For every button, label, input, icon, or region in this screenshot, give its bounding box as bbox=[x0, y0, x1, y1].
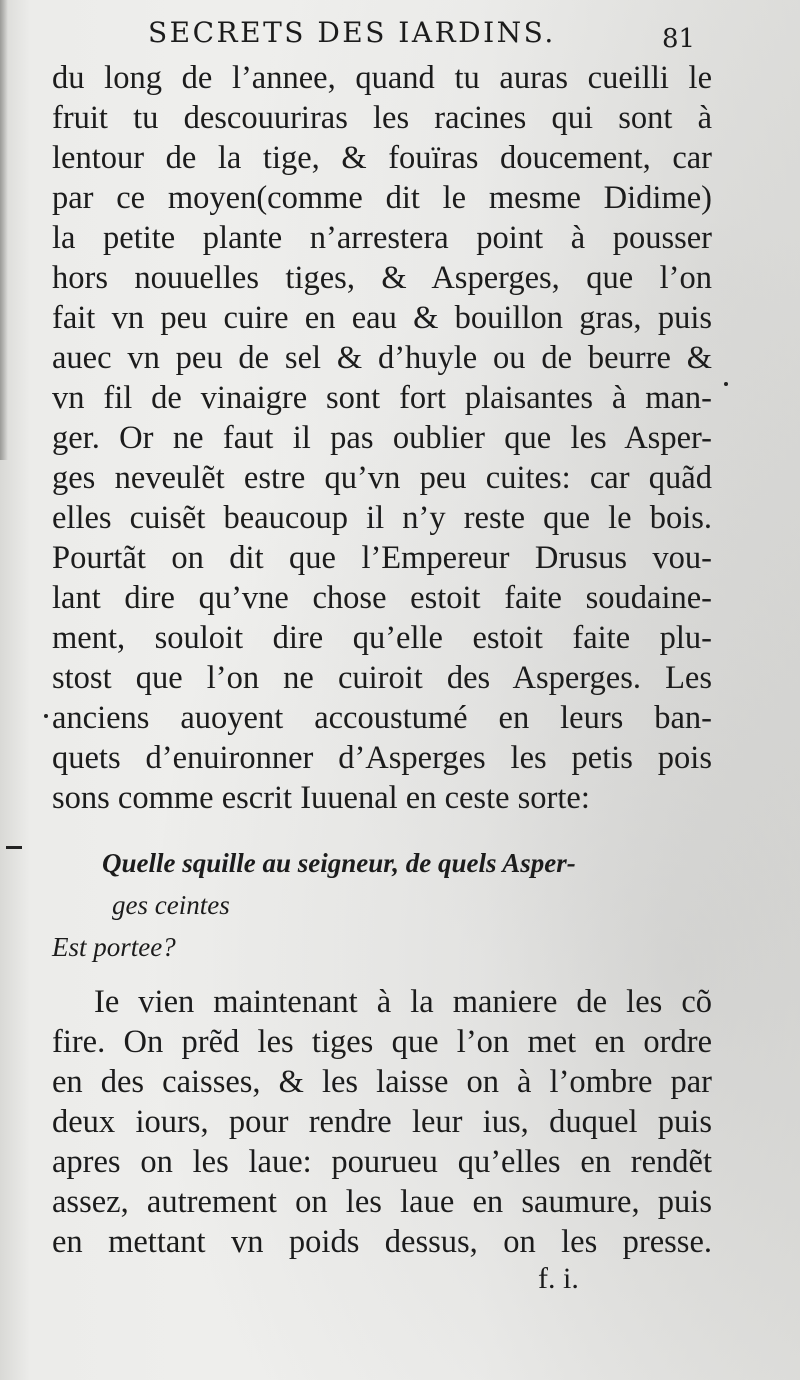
text-line: en des caisses, & les laisse on à l’ombre par bbox=[52, 1064, 712, 1100]
text-line: Pourtãt on dit que l’Empereur Drusus vou- bbox=[52, 540, 712, 576]
running-head: SECRETS DES IARDINS. bbox=[148, 16, 556, 49]
text-line: sons comme escrit Iuuenal en ceste sorte: bbox=[52, 780, 590, 816]
page-number: 81 bbox=[662, 24, 696, 54]
text-line: deux iours, pour rendre leur ius, duquel puis bbox=[52, 1104, 712, 1140]
margin-dot-mark bbox=[724, 382, 728, 386]
text-line: par ce moyen(comme dit le mesme Didime) bbox=[52, 180, 712, 216]
text-line: fait vn peu cuire en eau & bouillon gras, puis bbox=[52, 300, 712, 336]
text-line: fruit tu descouuriras les racines qui sont à bbox=[52, 100, 712, 136]
text-line: lant dire qu’vne chose estoit faite soudaine- bbox=[52, 580, 712, 616]
text-line: ger. Or ne faut il pas oublier que les Asper- bbox=[52, 420, 712, 456]
margin-dash-mark bbox=[6, 846, 22, 849]
main-text-block bbox=[52, 58, 712, 818]
verse-line: Est portee? bbox=[52, 932, 176, 962]
signature-mark: f. i. bbox=[538, 1262, 579, 1295]
text-line: ges neveulẽt estre qu’vn peu cuites: car quãd bbox=[52, 460, 712, 496]
text-line: fire. On prẽd les tiges que l’on met en ordre bbox=[52, 1024, 712, 1060]
text-line: anciens auoyent accoustumé en leurs ban- bbox=[52, 700, 712, 736]
text-line: elles cuisẽt beaucoup il n’y reste que le bois. bbox=[52, 500, 712, 536]
text-line: hors nouuelles tiges, & Asperges, que l’on bbox=[52, 260, 712, 296]
page-header bbox=[0, 12, 800, 52]
text-line: assez, autrement on les laue en saumure, puis bbox=[52, 1184, 712, 1220]
verse-line: ges ceintes bbox=[112, 890, 230, 920]
text-line: stost que l’on ne cuiroit des Asperges. Les bbox=[52, 660, 712, 696]
text-line: ment, souloit dire qu’elle estoit faite plu- bbox=[52, 620, 712, 656]
text-line: quets d’enuironner d’Asperges les petis pois bbox=[52, 740, 712, 776]
verse-line: Quelle squille au seigneur, de quels Asper- bbox=[102, 848, 576, 878]
verse-quotation bbox=[52, 842, 712, 968]
text-line: la petite plante n’arrestera point à pousser bbox=[52, 220, 712, 256]
text-line: en mettant vn poids dessus, on les presse. bbox=[52, 1224, 712, 1260]
text-line: apres on les laue: pourueu qu’elles en rendẽt bbox=[52, 1144, 712, 1180]
gutter-shadow bbox=[0, 0, 8, 460]
text-line: du long de l’annee, quand tu auras cueilli le bbox=[52, 60, 712, 96]
text-line: Ie vien maintenant à la maniere de les cõ bbox=[94, 984, 712, 1020]
text-line: auec vn peu de sel & d’huyle ou de beurre & bbox=[52, 340, 712, 376]
margin-dot-mark bbox=[44, 714, 48, 718]
text-line: lentour de la tige, & fouïras doucement, car bbox=[52, 140, 712, 176]
text-line: vn fil de vinaigre sont fort plaisantes à man- bbox=[52, 380, 712, 416]
second-text-block bbox=[52, 982, 712, 1262]
